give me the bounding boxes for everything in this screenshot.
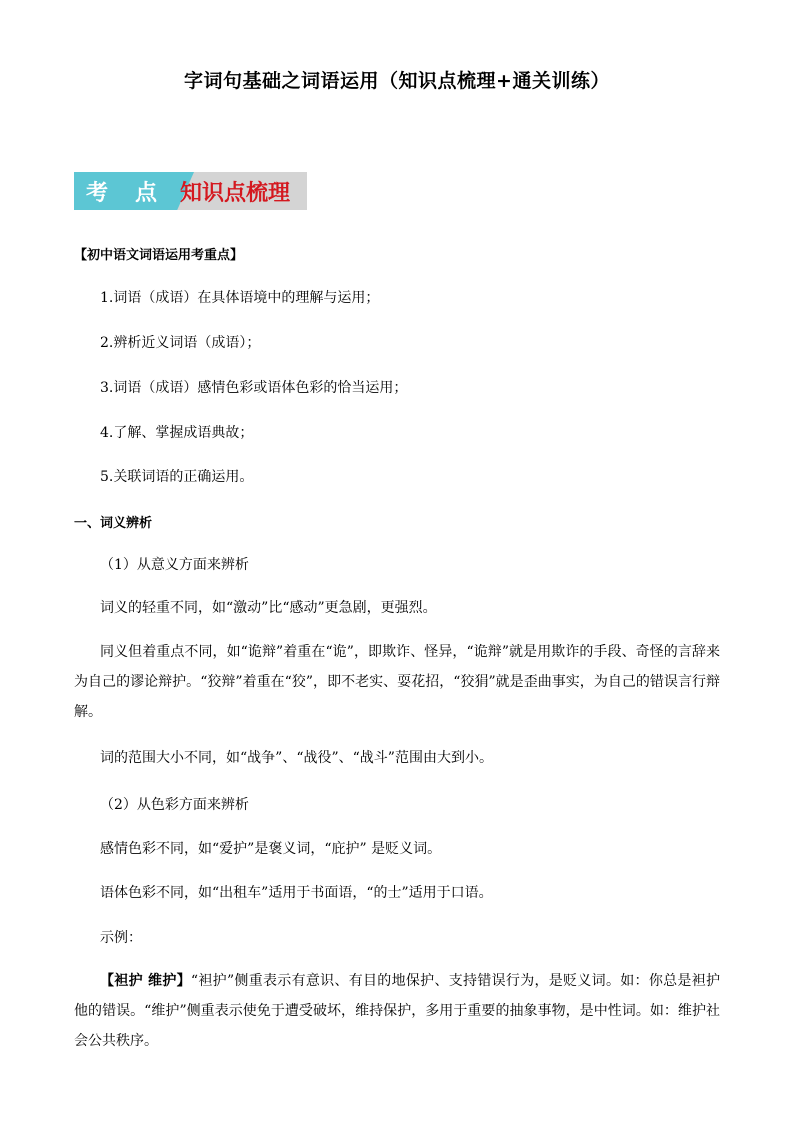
part-heading: 一、词义辨析 [74, 516, 153, 531]
banner-kao: 考 [86, 181, 109, 206]
page-title: 字词句基础之词语运用（知识点梳理+通关训练） [184, 70, 610, 92]
paragraph-scope: 词的范围大小不同，如“战争”、“战役”、“战斗”范围由大到小。 [100, 750, 493, 766]
point-item: 3.词语（成语）感情色彩或语体色彩的恰当运用； [100, 380, 408, 396]
paragraph-focus: 同义但着重点不同，如“诡辩”着重在“诡”，即欺诈、怪异，“诡辩”就是用欺诈的手段、奇怪的言辞来为自己的谬论辩护。“狡辩”着重在“狡”，即不老实、耍花招，“狡狷”就是歪曲事实，为自己的错误言行辩解。 [74, 644, 720, 720]
section-banner [74, 172, 307, 210]
banner-dian: 点 [135, 181, 158, 206]
point-item: 5.关联词语的正确运用。 [100, 469, 254, 485]
example-label: 示例： [100, 930, 142, 946]
paragraph-style: 语体色彩不同，如“出租车”适用于书面语，“的士”适用于口语。 [100, 885, 493, 901]
subheading-color: （2）从色彩方面来辨析 [100, 797, 249, 813]
section-heading: 【初中语文词语运用考重点】 [74, 248, 244, 263]
example-text: “袒护”侧重表示有意识、有目的地保护、支持错误行为，是贬义词。如：你总是袒护他的错误。“维护”侧重表示使免于遭受破坏，维持保护，多用于重要的抽象事物，是中性词。如：维护社会公共秩序。 [74, 973, 721, 1049]
banner-label: 知识点梳理 [180, 181, 291, 206]
subheading-meaning: （1）从意义方面来辨析 [100, 557, 249, 573]
example-term: 【袒护 维护】 [100, 973, 191, 989]
paragraph-example [74, 966, 720, 1056]
point-item: 4.了解、掌握成语典故； [100, 425, 254, 441]
paragraph-light-heavy: 词义的轻重不同，如“激动”比“感动”更急剧，更强烈。 [100, 600, 437, 616]
paragraph-emotion: 感情色彩不同，如“爱护”是褒义词，“庇护” 是贬义词。 [100, 841, 442, 857]
point-item: 1.词语（成语）在具体语境中的理解与运用； [100, 290, 380, 306]
point-item: 2.辨析近义词语（成语）； [100, 335, 261, 351]
